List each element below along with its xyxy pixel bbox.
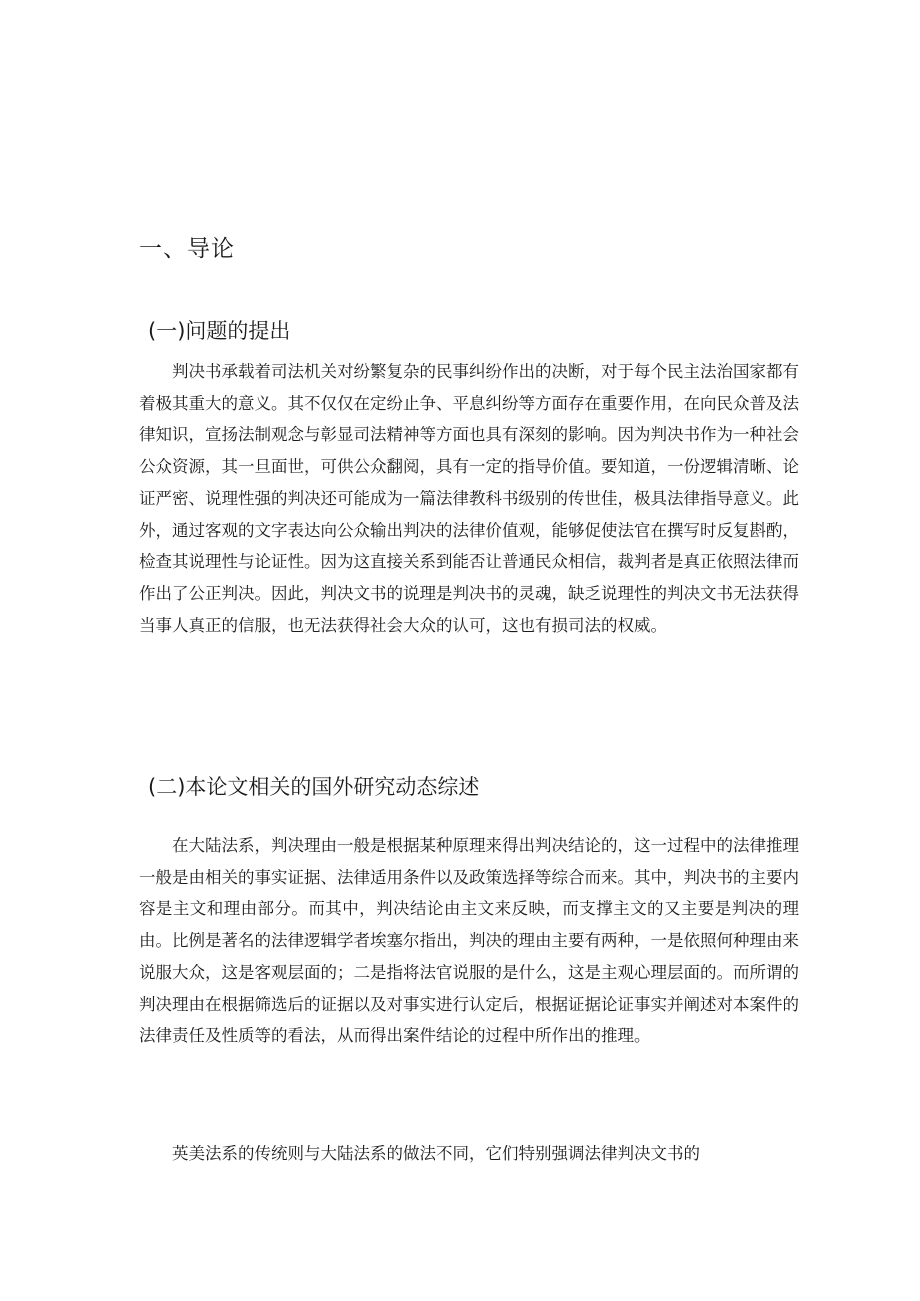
- chapter-heading: 一、导论: [139, 236, 235, 262]
- body-paragraph: 判决书承载着司法机关对纷繁复杂的民事纠纷作出的决断，对于每个民主法治国家都有着极其重大的意义。其不仅仅在定纷止争、平息纠纷等方面存在重要作用，在向民众普及法律知识，宣扬法制观念与彰显司法精神等方面也具有深刻的影响。因为判决书作为一种社会公众资源，其一旦面世，可供公众翻阅，具有一定的指导价值。要知道，一份逻辑清晰、论证严密、说理性强的判决还可能成为一篇法律教科书级别的传世佳，极具法律指导意义。此外，通过客观的文字表达向公众输出判决的法律价值观，能够促使法官在撰写时反复斟酌，检查其说理性与论证性。因为这直接关系到能否让普通民众相信，裁判者是真正依照法律而作出了公正判决。因此，判决文书的说理是判决书的灵魂，缺乏说理性的判决文书无法获得当事人真正的信服，也无法获得社会大众的认可，这也有损司法的权威。: [139, 362, 799, 635]
- section-heading-foreign-research: (二)本论文相关的国外研究动态综述: [148, 775, 480, 799]
- section-heading-problem: (一)问题的提出: [148, 319, 291, 343]
- body-paragraph: 在大陆法系，判决理由一般是根据某种原理来得出判决结论的，这一过程中的法律推理一般是由相关的事实证据、法律适用条件以及政策选择等综合而来。其中，判决书的主要内容是主文和理由部分。而其中，判决结论由主文来反映，而支撑主文的又主要是判决的理由。比例是著名的法律逻辑学者埃塞尔指出，判决的理由主要有两种，一是依照何种理由来说服大众，这是客观层面的；二是指将法官说服的是什么，这是主观心理层面的。而所谓的判决理由在根据筛选后的证据以及对事实进行认定后，根据证据论证事实并阐述对本案件的法律责任及性质等的看法，从而得出案件结论的过程中所作出的推理。: [139, 836, 799, 1046]
- body-paragraph: 英美法系的传统则与大陆法系的做法不同，它们特别强调法律判决文书的: [172, 1144, 700, 1163]
